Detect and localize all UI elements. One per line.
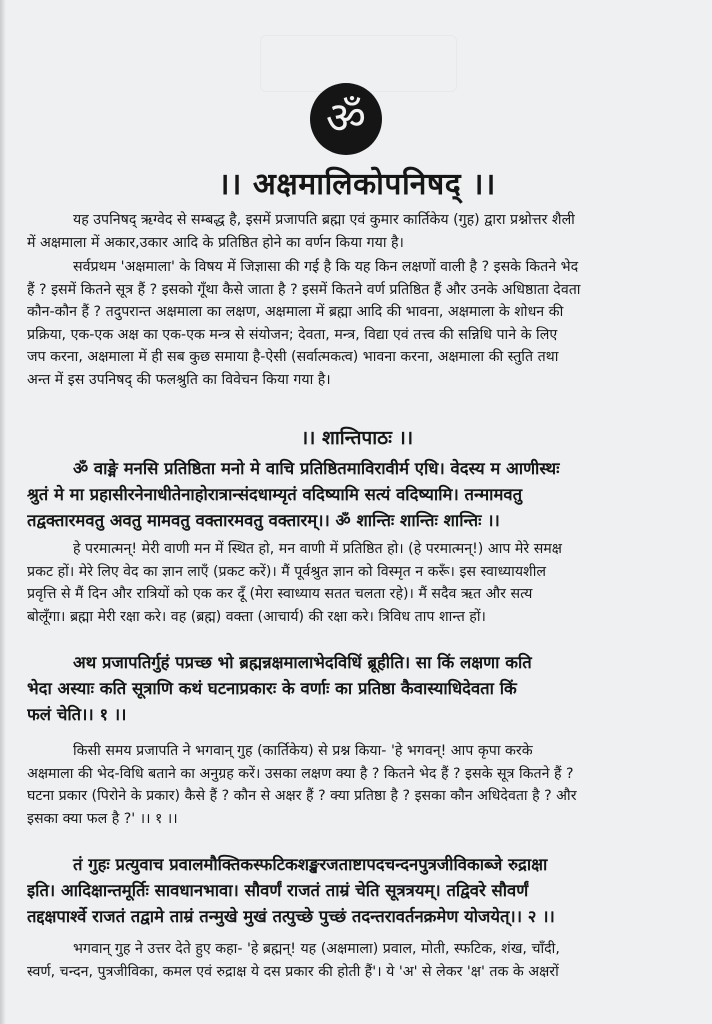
om-icon: ॐ [310,83,382,155]
intro-paragraph-1 [27,209,687,254]
verse-line: फलं चेति।। १ ।। [27,705,127,724]
text-line: कौन-कौन हैं ? तदुपरान्त अक्षमाला का लक्षण, अक्षमाला में ब्रह्मा आदि की भावना, अक्षमाला के शोधन की [27,304,564,321]
om-emblem [310,83,382,155]
verse-line: अथ प्रजापतिर्गुहं पप्रच्छ भो ब्रह्मन्नक्षमालाभेदविधिं ब्रूहीति। सा किं लक्षणा कति [73,653,532,672]
text-line: स्वर्ण, चन्दन, पुत्रजीविका, कमल एवं रुद्राक्ष ये दस प्रकार की होती हैं'। ये 'अ' से लेकर 'क्ष' तक के अक्षरों [27,963,559,980]
text-line: जप करना, अक्षमाला में ही सब कुछ समाया है-ऐसी (सर्वात्मकत्व) भावना करना, अक्षमाला की स्तुति तथा [27,349,559,366]
text-line: भगवान् गुह ने उत्तर देते हुए कहा- 'हे ब्रह्मन्! यह (अक्षमाला) प्रवाल, मोती, स्फटिक, शंख, चाँदी, [73,941,560,957]
text-line: हे परमात्मन्! मेरी वाणी मन में स्थित हो, मन वाणी में प्रतिष्ठित हो। (हे परमात्मन्!) आप मेरे समक्ष [73,541,562,557]
mantra-2-translation [27,938,687,983]
shantipath-verse [27,456,687,534]
verse-line: तद्वक्तारमवतु अवतु मामवतु वक्तारमवतु वक्तारम्।। ॐ शान्तिः शान्तिः शान्तिः ।। [27,511,500,530]
verse-line: इति। आदिक्षान्तमूर्तिः सावधानभावा। सौवर्णं राजतं ताम्रं चेति सूत्रत्रयम्। तद्विवरे सौवर्णं [27,881,529,900]
verse-line: तद्दक्षपार्श्वे राजतं तद्वामे ताम्रं तन्मुखे मुखं तत्पुच्छे पुच्छं तदन्तरावर्तनक्रमेण योजयेत्।। २ ।। [27,907,555,926]
text-line: यह उपनिषद् ऋग्वेद से सम्बद्ध है, इसमें प्रजापति ब्रह्मा एवं कुमार कार्तिकेय (गुह) द्वारा प्रश्नोत्तर शैली [73,212,575,228]
text-line: घटना प्रकार (पिरोने के प्रकार) कैसे हैं ? कौन से अक्षर हैं ? क्या प्रतिष्ठा है ? इसका कौन अधिदेवता है ? और [27,788,577,805]
mantra-2-verse [27,852,687,930]
text-line: प्रक्रिया, एक-एक अक्ष का एक-एक मन्त्र से संयोजन; देवता, मन्त्र, विद्या एवं तत्त्व की सन्निधि पाने के लिए [27,326,558,343]
verse-line: तं गुहः प्रत्युवाच प्रवालमौक्तिकस्फटिकशङ्खरजताष्टापदचन्दनपुत्रजीविकाब्जे रुद्राक्षा [73,855,548,874]
text-line: बोलूँगा। ब्रह्मा मेरी रक्षा करे। वह (ब्रह्म) वक्ता (आचार्य) की रक्षा करे। त्रिविध ताप शान्त हों। [27,608,486,625]
mantra-1-translation [27,740,687,830]
text-line: प्रवृत्ति से मैं दिन और रात्रियों को एक कर दूँ (मेरा स्वाध्याय सतत चलता रहे)। मैं सदैव ऋत और सत्य [27,586,533,603]
page-title: ।। अक्षमालिकोपनिषद् ।। [218,167,496,202]
verse-line: ॐ वाङ्मे मनसि प्रतिष्ठिता मनो मे वाचि प्रतिष्ठितमाविरावीर्म एधि। वेदस्य म आणीस्थः [73,459,560,478]
text-line: सर्वप्रथम 'अक्षमाला' के विषय में जिज्ञासा की गई है कि यह किन लक्षणों वाली है ? इसके कितने भेद [73,259,579,275]
text-line: हैं ? इसमें कितने सूत्र हैं ? इसको गूँथा कैसे जाता है ? इसमें कितने वर्ण प्रतिष्ठित हैं और उनके अधिष्ठाता देवता [27,281,581,298]
text-line: किसी समय प्रजापति ने भगवान् गुह (कार्तिकेय) से प्रश्न किया- 'हे भगवन्! आप कृपा करके [73,743,533,759]
page-gutter-shadow [0,0,6,1024]
text-line: इसका क्या फल है ?' ।। १ ।। [27,810,178,827]
verse-line: श्रुतं मे मा प्रहासीरनेनाधीतेनाहोरात्रान्संदधाम्यृतं वदिष्यामि सत्यं वदिष्यामि। तन्मामवतु [27,485,523,504]
intro-paragraph-2 [27,256,687,392]
text-line: अक्षमाला की भेद-विधि बताने का अनुग्रह करें। उसका लक्षण क्या है ? कितने भेद हैं ? इसके सूत्र कितने हैं ? [27,765,574,782]
section-heading-shantipath: ।। शान्तिपाठः ।। [300,427,414,449]
text-line: अन्त में इस उपनिषद् की फलश्रुति का विवेचन किया गया है। [27,371,331,388]
shantipath-translation [27,538,687,628]
verse-line: भेदा अस्याः कति सूत्राणि कथं घटनाप्रकारः के वर्णाः का प्रतिष्ठा कैवास्याधिदेवता किं [27,679,517,698]
text-line: में अक्षमाला में अकार,उकार आदि के प्रतिष्ठित होने का वर्णन किया गया है। [27,234,404,251]
mantra-1-verse [27,650,687,728]
text-line: प्रकट हों। मेरे लिए वेद का ज्ञान लाएँ (प्रकट करें)। मैं पूर्वश्रुत ज्ञान को विस्मृत न करूँ। इस स्वाध्यायशील [27,563,546,580]
